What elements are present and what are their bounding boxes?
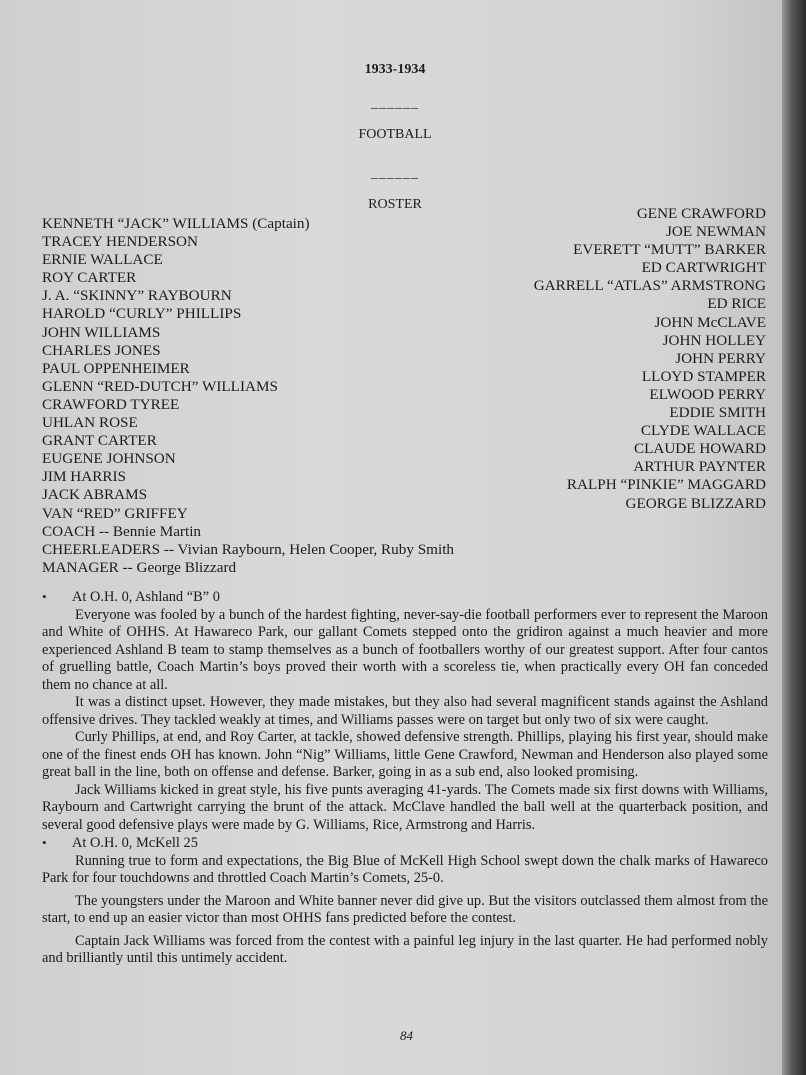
roster-entry: GRANT CARTER [42, 432, 157, 450]
roster-entry: ARTHUR PAYNTER [633, 458, 766, 476]
roster-entry: TRACEY HENDERSON [42, 233, 198, 251]
roster-entry: ERNIE WALLACE [42, 251, 163, 269]
divider-line: ______ [371, 166, 419, 181]
roster-entry: JOHN PERRY [675, 349, 766, 367]
roster-entry: GARRELL “ATLAS” ARMSTRONG [533, 277, 766, 295]
roster-entry: CLYDE WALLACE [640, 422, 766, 440]
roster-entry: ROY CARTER [42, 269, 137, 287]
game-heading [42, 834, 768, 853]
roster-entry: ED RICE [707, 295, 766, 313]
report-paragraph: The youngsters under the Maroon and White banner never did give up. But the visitors outclassed them almost from the start, to end up an easier victor than most OHHS fans predicted before the contest. [42, 892, 768, 926]
roster-entry: CHARLES JONES [42, 341, 161, 359]
roster-entry: JOHN McCLAVE [654, 313, 766, 331]
roster-entry: JIM HARRIS [42, 468, 126, 486]
coach-entry: COACH -- Bennie Martin [42, 522, 202, 540]
roster-entry: EDDIE SMITH [669, 404, 766, 422]
roster-entry: ELWOOD PERRY [649, 385, 766, 403]
bullet-icon: • [42, 589, 47, 604]
roster-entry: JACK ABRAMS [42, 486, 148, 504]
report-paragraph: It was a distinct upset. However, they made mistakes, but they also had several magnificent stands against the Ashland offensive drives. They tackled weakly at times, and Williams passes were on target but only two of six were caught. [42, 694, 768, 728]
roster-entry: CLAUDE HOWARD [633, 440, 766, 458]
roster-entry: GENE CRAWFORD [636, 205, 766, 222]
season-year: 1933-1934 [364, 62, 426, 77]
roster-entry: EUGENE JOHNSON [42, 450, 176, 468]
game-score-line: At O.H. 0, Ashland “B” 0 [72, 589, 220, 605]
roster-entry: VAN “RED” GRIFFEY [42, 504, 188, 522]
game-score-line: At O.H. 0, McKell 25 [72, 835, 198, 851]
roster-right-column [534, 205, 766, 513]
cheerleaders-entry: CHEERLEADERS -- Vivian Raybourn, Helen Cooper, Ruby Smith [42, 540, 455, 558]
roster-entry: GEORGE BLIZZARD [625, 494, 766, 512]
roster-entry: JOE NEWMAN [666, 223, 766, 241]
roster-entry: HAROLD “CURLY” PHILLIPS [42, 305, 242, 323]
roster-entry: EVERETT “MUTT” BARKER [573, 241, 766, 259]
sport-title: FOOTBALL [358, 127, 432, 142]
report-paragraph: Everyone was fooled by a bunch of the hardest fighting, never-say-die football performers ever to represent the Maroon and White of OHHS. At Hawareco Park, our gallant Comets stepped onto the gridiron against a much heavier and more experienced Ashland B team to stamp themselves as a bunch of footballers worthy of our greatest support. After four cantos of gruelling battle, Coach Martin’s boys proved their worth with a scoreless tie, when practically every OH fan conceded them no chance at all. [42, 606, 768, 693]
page-number: 84 [400, 1028, 413, 1043]
roster-entry: LLOYD STAMPER [641, 367, 766, 385]
roster-entry: RALPH “PINKIE” MAGGARD [566, 476, 766, 494]
roster-entry: J. A. “SKINNY” RAYBOURN [42, 287, 232, 305]
roster-entry: ED CARTWRIGHT [641, 259, 766, 277]
roster-entry: CRAWFORD TYREE [42, 395, 180, 413]
roster-heading: ROSTER [368, 197, 422, 212]
roster-entry: GLENN “RED-DUTCH” WILLIAMS [42, 377, 278, 395]
roster-left-column [42, 215, 454, 577]
roster-entry: JOHN HOLLEY [662, 331, 766, 349]
report-paragraph: Curly Phillips, at end, and Roy Carter, at tackle, showed defensive strength. Phillips, playing his first year, should make one of the finest ends OH has known. John “Nig” Williams, little Gene Crawford, Newman and Henderson also played some great ball in the line, both on offense and defense. Barker, going in as a sub end, also looked promising. [42, 729, 768, 780]
roster-entry: KENNETH “JACK” WILLIAMS (Captain) [42, 215, 310, 232]
report-paragraph: Running true to form and expectations, the Big Blue of McKell High School swept down the chalk marks of Hawareco Park for four touchdowns and throttled Coach Martin’s Comets, 25-0. [42, 852, 768, 886]
report-paragraph: Jack Williams kicked in great style, his five punts averaging 41-yards. The Comets made six first downs with Williams, Raybourn and Cartwright carrying the brunt of the attack. McClave handled the ball well at the quarterback position, and several good defensive plays were made by G. Williams, Rice, Armstrong and Harris. [42, 781, 768, 833]
game-reports [42, 588, 768, 968]
book-binding [782, 0, 806, 1075]
manager-entry: MANAGER -- George Blizzard [42, 558, 237, 576]
game-heading [42, 588, 768, 607]
roster-entry: JOHN WILLIAMS [42, 323, 161, 341]
bullet-icon: • [42, 835, 47, 850]
report-paragraph: Captain Jack Williams was forced from the contest with a painful leg injury in the last quarter. He had performed nobly and brilliantly until this untimely accident. [42, 932, 768, 966]
roster-entry: UHLAN ROSE [42, 414, 138, 432]
divider-line: ______ [371, 96, 419, 111]
roster-entry: PAUL OPPENHEIMER [42, 359, 190, 377]
